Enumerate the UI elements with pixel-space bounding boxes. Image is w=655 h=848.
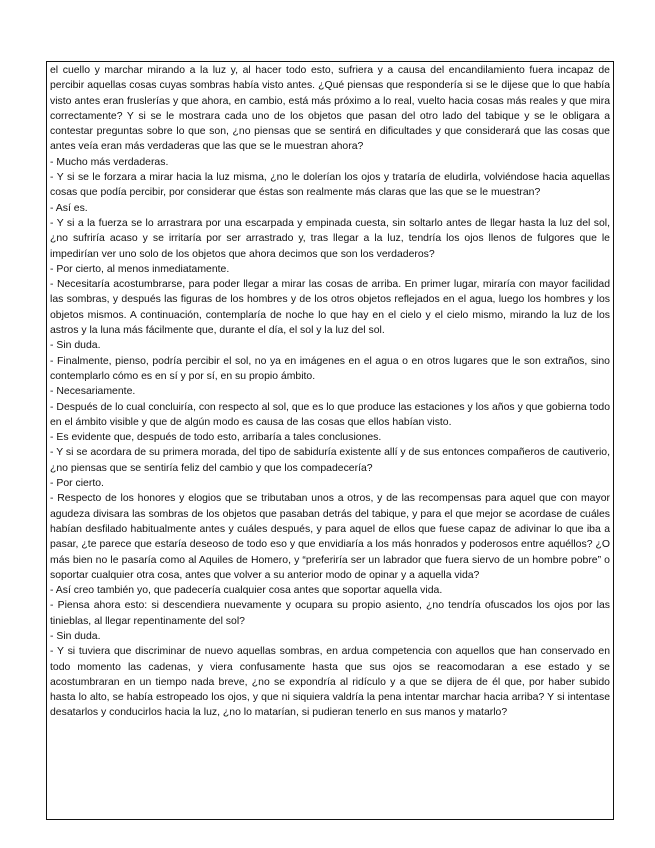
paragraph: - Y si se le forzara a mirar hacia la luz misma, ¿no le dolerían los ojos y trataría de eludirla, volviéndose hacia aquellas cosas que podía percibir, por considerar que éstas son realmente más claras que las que se le muestran? — [50, 172, 610, 199]
paragraph: - Es evidente que, después de todo esto, arribaría a tales conclusiones. — [50, 432, 382, 444]
paragraph: - Sin duda. — [50, 630, 101, 642]
paragraph: - Por cierto. — [50, 478, 104, 490]
paragraph: - Y si a la fuerza se lo arrastrara por una escarpada y empinada cuesta, sin soltarlo antes de llegar hasta la luz del sol, ¿no sufriría acaso y se irritaría por ser arrastrado y, tras llegar a la luz, tendría los ojos llenos de fulgores que le impedirían ver uno solo de los objetos que ahora decimos que son los verdaderos? — [50, 217, 610, 260]
paragraph: - Y si tuviera que discriminar de nuevo aquellas sombras, en ardua competencia con aquellos que han conservado en todo momento las cadenas, y viera confusamente hasta que sus ojos se reacomodaran a ese estado y se acostumbraran en un tiempo nada breve, ¿no se expondría al ridículo y a que se dijera de él que, por haber subido hasta lo alto, se había estropeado los ojos, y que ni siquiera valdría la pena intentar marchar hacia arriba? Y si intentase desatarlos y conducirlos hacia la luz, ¿no lo matarían, si pudieran tenerlo en sus manos y matarlo? — [50, 646, 610, 719]
paragraph: - Después de lo cual concluiría, con respecto al sol, que es lo que produce las estaciones y los años y que gobierna todo en el ámbito visible y que de algún modo es causa de las cosas que ellos habían visto. — [50, 401, 610, 428]
paragraph: - Por cierto, al menos inmediatamente. — [50, 263, 230, 275]
paragraph: - Piensa ahora esto: si descendiera nuevamente y ocupara su propio asiento, ¿no tendría ofuscados los ojos por las tinieblas, al llegar repentinamente del sol? — [50, 600, 610, 627]
paragraph: - Respecto de los honores y elogios que se tributaban unos a otros, y de las recompensas para aquel que con mayor agudeza divisara las sombras de los objetos que pasaban detrás del tabique, y para el que mejor se acordase de cuáles habían desfilado habitualmente antes y cuáles después, y para aquel de ellos que fuese capaz de adivinar lo que iba a pasar, ¿te parece que estaría deseoso de todo eso y que envidiaría a los más honrados y poderosos entre aquéllos? ¿O más bien no le pasaría como al Aquiles de Homero, y “preferiría ser un labrador que fuera siervo de un hombre pobre” o soportar cualquier otra cosa, antes que volver a su anterior modo de opinar y a aquella vida? — [50, 493, 610, 581]
paragraph: - Así creo también yo, que padecería cualquier cosa antes que soportar aquella vida. — [50, 585, 443, 597]
text-frame — [46, 61, 614, 820]
paragraph: - Necesariamente. — [50, 386, 136, 398]
paragraph: el cuello y marchar mirando a la luz y, al hacer todo esto, sufriera y a causa del encandilamiento fuera incapaz de percibir aquellas cosas cuyas sombras había visto antes. ¿Qué piensas que respondería si se le dijese que lo que había visto antes eran fruslerías y que ahora, en cambio, está más próximo a lo real, vuelto hacia cosas más reales y que mira correctamente? Y si se le mostrara cada uno de los objetos que pasan del otro lado del tabique y se le obligara a contestar preguntas sobre lo que son, ¿no piensas que se sentirá en dificultades y que considerará que las cosas que antes veía eran más verdaderas que las que se le muestran ahora? — [50, 65, 610, 153]
paragraph: - Sin duda. — [50, 340, 101, 352]
paragraph: - Mucho más verdaderas. — [50, 156, 169, 168]
paragraph: - Así es. — [50, 202, 88, 214]
paragraph: - Necesitaría acostumbrarse, para poder llegar a mirar las cosas de arriba. En primer lugar, miraría con mayor facilidad las sombras, y después las figuras de los hombres y de los otros objetos reflejados en el agua, luego los hombres y los objetos mismos. A continuación, contemplaría de noche lo que hay en el cielo y el cielo mismo, mirando la luz de los astros y la luna más fácilmente que, durante el día, el sol y la luz del sol. — [50, 279, 610, 337]
paragraph: - Y si se acordara de su primera morada, del tipo de sabiduría existente allí y de sus entonces compañeros de cautiverio, ¿no piensas que se sentiría feliz del cambio y que los compadecería? — [50, 447, 610, 474]
paragraph: - Finalmente, pienso, podría percibir el sol, no ya en imágenes en el agua o en otros lugares que le son extraños, sino contemplarlo cómo es en sí y por sí, en su propio ámbito. — [50, 355, 610, 382]
